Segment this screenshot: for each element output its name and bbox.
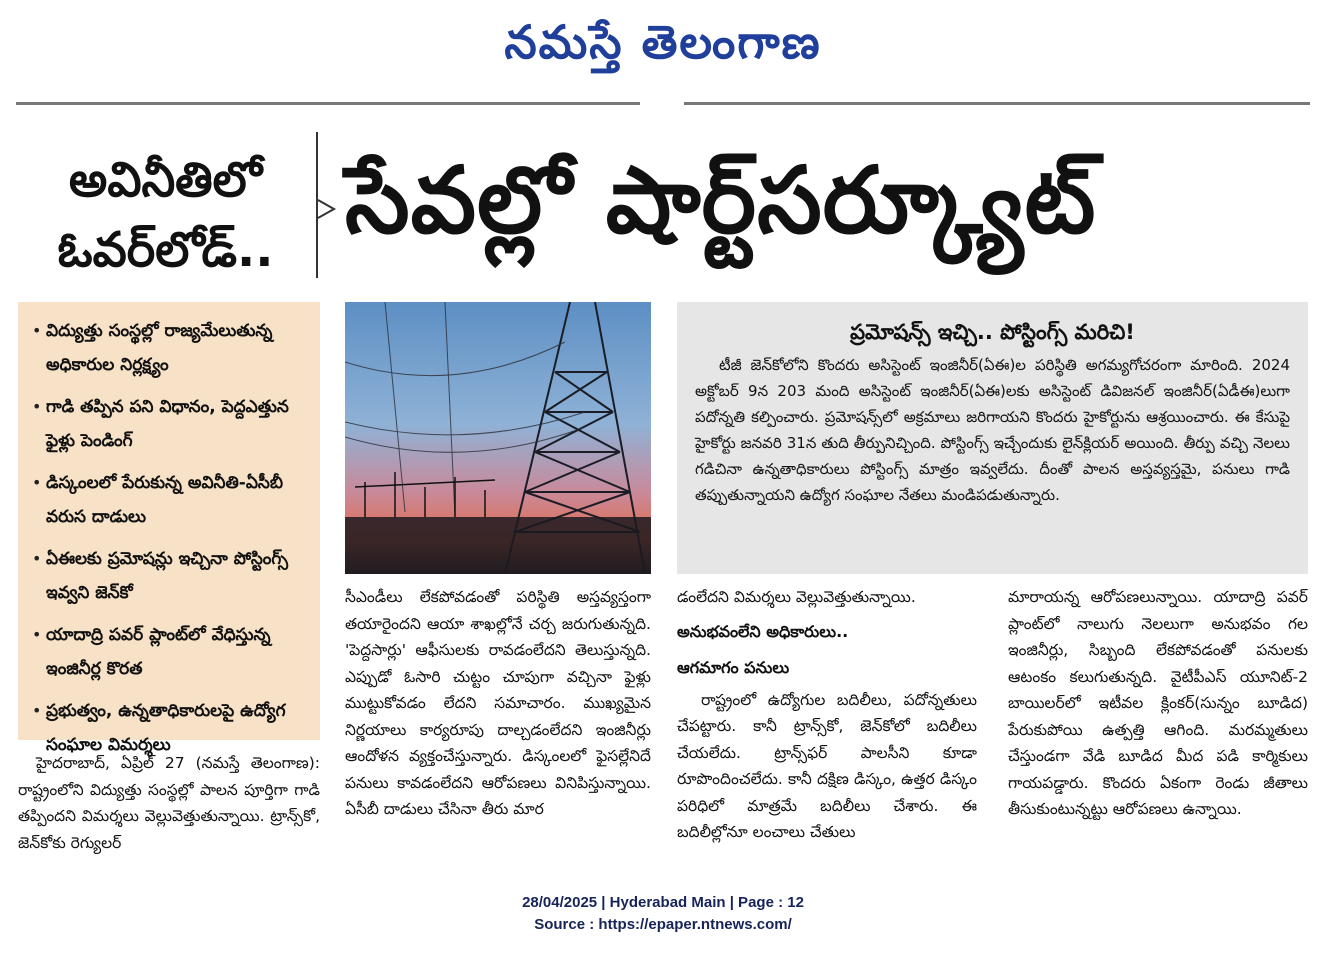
highlight-text: ప్రభుత్వం, ఉన్నతాధికారులపై ఉద్యోగ సంఘాల విమర్శలు (46, 701, 286, 755)
article-column-4: మారాయన్న ఆరోపణలున్నాయి. యాదాద్రి పవర్ ప్లాంట్‌లో నాలుగు నెలలుగా అనుభవం గల ఇంజినీర్లు, సిబ్బంది లేకపోవడంతో పనులకు ఆటంకం కలుగుతున్నది. వైటీపీఎస్ యూనిట్-2 బాయిలర్‌లో ఇటీవల క్లింకర్(సున్నం బూడిద) పేరుకుపోయి ఉత్పత్తి ఆగింది. మరమ్మతులు చేస్తుండగా వేడి బూడిద మీద పడి కార్మికులు గాయపడ్డారు. కొందరు ఏకంగా రెండు జీతాలు తీసుకుంటున్నట్టు ఆరోపణలు ఉన్నాయి. (1008, 588, 1308, 818)
bullet-icon: • (32, 321, 42, 340)
highlight-item (32, 618, 312, 686)
article-column-2: సీఎండీలు లేకపోవడంతో పరిస్థితి అస్తవ్యస్తంగా తయారైందని ఆయా శాఖల్లోనే చర్చ జరుగుతున్నది. 'పెద్దసార్లు' ఆఫీసులకు రావడంలేదని తెలుస్తున్నది. ఎప్పుడో ఓసారి చుట్టం చూపుగా వచ్చినా ఫైళ్లు ముట్టుకోవడం లేదని సమాచారం. ముఖ్యమైన నిర్ణయాలు కార్యరూపు దాల్చడంలేదని ఇంజినీర్లు ఆందోళన వ్యక్తంచేస్తున్నారు. డిస్కంలలో ఫైసల్లేనిదే పనులు కావడంలేదని ఆరోపణలు వినిపిస్తున్నాయి. ఏసీబీ దాడులు చేసినా తీరు మార (345, 588, 651, 818)
bullet-icon: • (32, 397, 42, 416)
bullet-icon: • (32, 701, 42, 720)
arrow-right-icon (316, 198, 338, 220)
subheading-1: అనుభవంలేని అధికారులు.. (677, 621, 849, 641)
highlight-text: ఏఈలకు ప్రమోషన్లు ఇచ్చినా పోస్టింగ్స్ ఇవ్వని జెన్‌కో (46, 549, 289, 603)
subheading-2: ఆగమాగం పనులు (677, 657, 790, 677)
bullet-icon: • (32, 473, 42, 492)
highlight-text: యాదాద్రి పవర్ ప్లాంట్‌లో వేధిస్తున్న ఇంజినీర్ల కొరత (46, 625, 271, 679)
bullet-icon: • (32, 549, 42, 568)
article-column-3 (677, 584, 977, 846)
highlight-item (32, 390, 312, 458)
highlight-text: డిస్కంలలో పేరుకున్న అవినీతి-ఏసీబీ వరుస దాడులు (46, 473, 283, 527)
column-3-text-a: డంలేదని విమర్శలు వెల్లువెత్తుతున్నాయి. (677, 588, 916, 606)
footer-source-link[interactable]: Source : https://epaper.ntnews.com/ (534, 916, 792, 933)
highlight-item (32, 466, 312, 534)
divider-rule-left (16, 102, 640, 105)
footer-edition-info: 28/04/2025 | Hyderabad Main | Page : 12 (522, 894, 804, 911)
sidebar-box (677, 302, 1308, 574)
sidebar-body: టీజీ జెన్‌కోలోని కొందరు అసిస్టెంట్ ఇంజినీర్(ఏఈ)ల పరిస్థితి అగమ్యగోచరంగా మారింది. 2024 అక్టోబర్ 9న 203 మంది అసిస్టెంట్ ఇంజినీర్(ఏఈ)లకు అసిస్టెంట్ డివిజనల్ ఇంజినీర్(ఏడీఈ)లుగా పదోన్నతి కల్పించారు. ప్రమోషన్స్‌లో అక్రమాలు జరిగాయని కొందరు హైకోర్టును ఆశ్రయించారు. ఈ కేసుపై హైకోర్టు జనవరి 31న తుది తీర్పునిచ్చింది. పోస్టింగ్స్ ఇచ్చేందుకు లైన్‌క్లియర్ అయింది. తీర్పు వచ్చి నెలలు గడిచినా ఉన్నతాధికారులు పోస్టింగ్స్ మాత్రం ఇవ్వలేదు. దీంతో పాలన అస్తవ్యస్తమై, పనులు గాడి తప్పుతున్నాయని ఉద్యోగ సంఘాల నేతలు మండిపడుతున్నారు. (695, 356, 1290, 504)
kicker-headline: అవినీతిలో ఓవర్‌లోడ్.. (57, 152, 274, 278)
sidebar-title: ప్రమోషన్స్ ఇచ్చి.. పోస్టింగ్స్ మరిచి! (850, 320, 1135, 344)
highlight-text: గాడి తప్పిన పని విధానం, పెద్దఎత్తున ఫైళ్లు పెండింగ్ (46, 397, 289, 451)
main-headline: సేవల్లో షార్ట్‌సర్క్యూట్ (345, 147, 1097, 254)
masthead-logo: నమస్తే తెలంగాణ (504, 15, 822, 69)
highlight-item (32, 314, 312, 382)
power-tower-photo (345, 302, 651, 574)
bullet-icon: • (32, 625, 42, 644)
article-column-1: హైదరాబాద్, ఏప్రిల్ 27 (నమస్తే తెలంగాణ): రాష్ట్రంలోని విద్యుత్తు సంస్థల్లో పాలన పూర్తిగా గాడి తప్పిందని విమర్శలు వెల్లువెత్తుతున్నాయి. ట్రాన్స్‌కో, జెన్‌కోకు రెగ్యులర్ (18, 754, 320, 852)
highlight-text: విద్యుత్తు సంస్థల్లో రాజ్యమేలుతున్న అధికారుల నిర్లక్ష్యం (46, 321, 273, 375)
column-3-text-b: రాష్ట్రంలో ఉద్యోగుల బదిలీలు, పదోన్నతులు చేపట్టారు. కానీ ట్రాన్స్‌కో, జెన్‌కోలో బదిలీలు చేయలేదు. ట్రాన్స్‌ఫర్ పాలసీని కూడా రూపొందించలేదు. కానీ దక్షిణ డిస్కం, ఉత్తర డిస్కం పరిధిలో మాత్రమే బదిలీలు చేశారు. ఈ బదిలీల్లోనూ లంచాలు చేతులు (677, 690, 977, 841)
highlights-box (18, 302, 320, 755)
divider-rule-right (684, 102, 1310, 105)
highlight-item (32, 542, 312, 610)
